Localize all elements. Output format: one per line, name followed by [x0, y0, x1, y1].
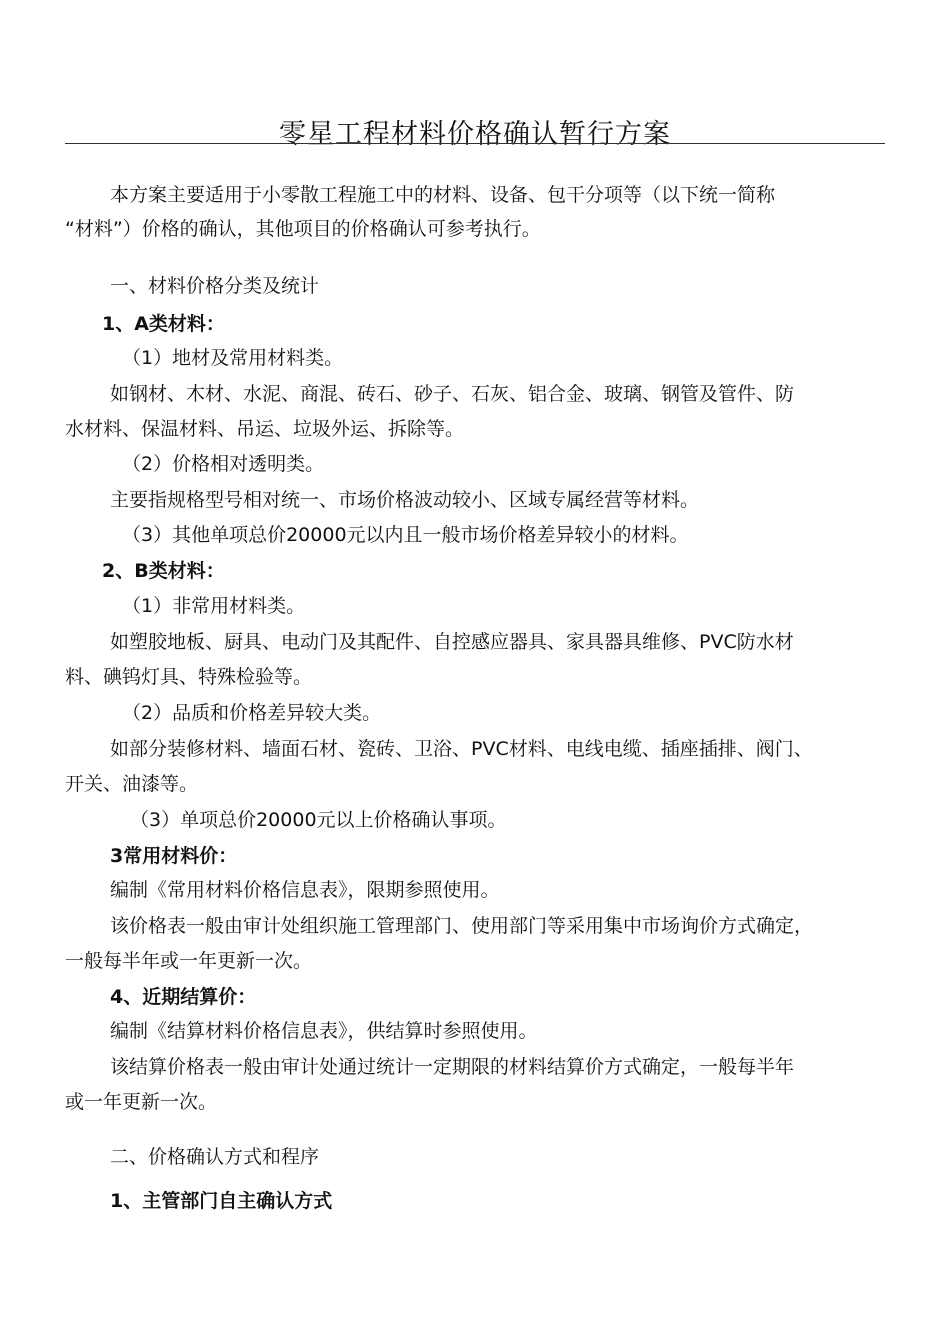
b-class-heading: 2、B类材料： — [102, 560, 225, 582]
title-rule — [65, 143, 885, 144]
common-price-heading: 3常用材料价： — [110, 845, 238, 867]
a-class-heading: 1、A类材料： — [102, 313, 225, 335]
b2-text-line-2: 开关、油漆等。 — [65, 773, 199, 795]
settlement-price-heading: 4、近期结算价： — [110, 986, 257, 1008]
b1-item: （1）非常用材料类。 — [122, 595, 306, 617]
settlement-price-text-2-line-1: 该结算价格表一般由审计处通过统计一定期限的材料结算价方式确定，一般每半年 — [110, 1056, 795, 1078]
b1-text-line-1: 如塑胶地板、厨具、电动门及其配件、自控感应器具、家具器具维修、PVC防水材 — [110, 631, 794, 653]
section-2-heading: 二、价格确认方式和程序 — [110, 1146, 320, 1168]
b3-item: （3）单项总价20000元以上价格确认事项。 — [130, 809, 507, 831]
a1-text-line-2: 水材料、保温材料、吊运、垃圾外运、拆除等。 — [65, 418, 465, 440]
common-price-text-1: 编制《常用材料价格信息表》，限期参照使用。 — [110, 879, 500, 901]
b1-text-line-2: 料、碘钨灯具、特殊检验等。 — [65, 666, 313, 688]
intro-line-1: 本方案主要适用于小零散工程施工中的材料、设备、包干分项等（以下统一简称 — [110, 184, 776, 206]
settlement-price-text-1: 编制《结算材料价格信息表》，供结算时参照使用。 — [110, 1020, 538, 1042]
document-title: 零星工程材料价格确认暂行方案 — [279, 119, 671, 150]
a3-item: （3）其他单项总价20000元以内且一般市场价格差异较小的材料。 — [122, 524, 689, 546]
a1-text-line-1: 如钢材、木材、水泥、商混、砖石、砂子、石灰、铝合金、玻璃、钢管及管件、防 — [110, 383, 795, 405]
settlement-price-text-2-line-2: 或一年更新一次。 — [65, 1091, 218, 1113]
a2-item: （2）价格相对透明类。 — [122, 453, 325, 475]
common-price-text-2-line-1: 该价格表一般由审计处组织施工管理部门、使用部门等采用集中市场询价方式确定， — [110, 915, 814, 937]
intro-line-2: “材料”）价格的确认，其他项目的价格确认可参考执行。 — [65, 218, 541, 240]
a1-item: （1）地材及常用材料类。 — [122, 347, 344, 369]
section-1-heading: 一、材料价格分类及统计 — [110, 275, 320, 297]
b2-item: （2）品质和价格差异较大类。 — [122, 702, 382, 724]
section-2-sub-1: 1、主管部门自主确认方式 — [110, 1190, 333, 1212]
a2-text: 主要指规格型号相对统一、市场价格波动较小、区域专属经营等材料。 — [110, 489, 700, 511]
common-price-text-2-line-2: 一般每半年或一年更新一次。 — [65, 950, 313, 972]
b2-text-line-1: 如部分装修材料、墙面石材、瓷砖、卫浴、PVC材料、电线电缆、插座插排、阀门、 — [110, 738, 813, 760]
